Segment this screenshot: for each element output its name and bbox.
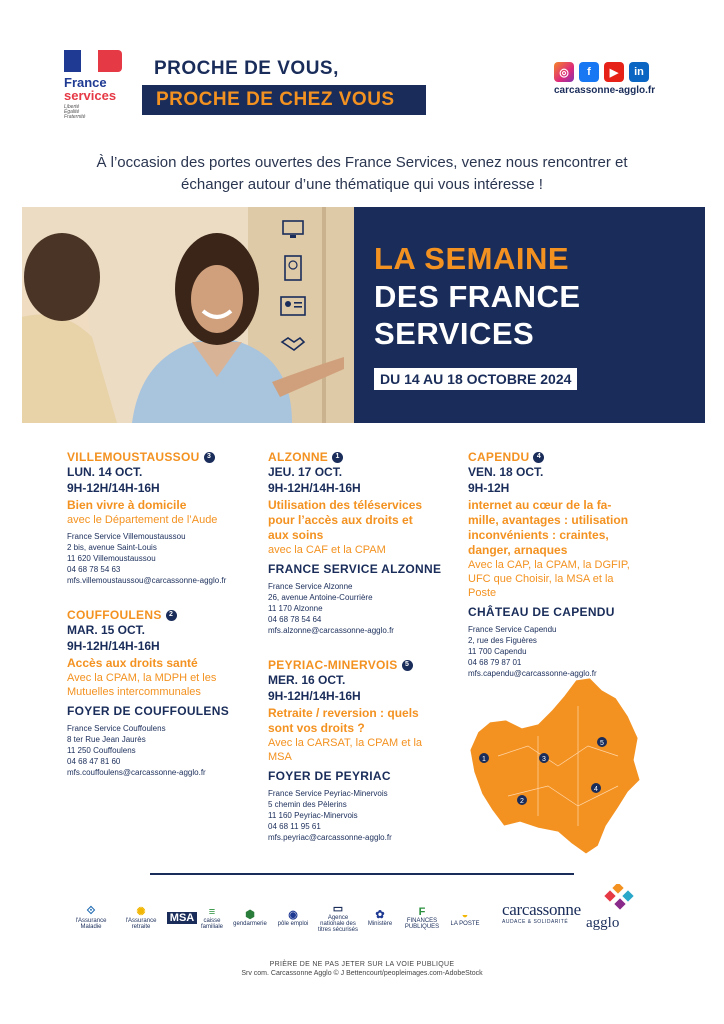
marker-number: 2 xyxy=(166,610,177,621)
svg-text:5: 5 xyxy=(600,740,604,747)
event-address: France Service Villemoustaussou 2 bis, avenue Saint-Louis 11 620 Villemoustaussou 04 68 78 54 63 mfs.villemoustaussou@carcassonne-agglo.fr xyxy=(67,531,253,586)
event-hours: 9H-12H/14H-16H xyxy=(67,481,160,495)
event-venue: CHÂTEAU DE CAPENDU xyxy=(468,605,615,619)
event-venue: FOYER DE PEYRIAC xyxy=(268,769,391,783)
event-address: France Service Alzonne 26, avenue Antoine-Courrière 11 170 Alzonne 04 68 78 54 64 mfs.alzonne@carcassonne-agglo.fr xyxy=(268,581,444,636)
tagline-line2: PROCHE DE CHEZ VOUS xyxy=(142,85,426,115)
passport-icon xyxy=(280,255,306,281)
city-name: VILLEMOUSTAUSSOU xyxy=(67,450,200,464)
event-email[interactable]: mfs.peyriac@carcassonne-agglo.fr xyxy=(268,833,392,842)
event-alzonne xyxy=(268,450,444,636)
partner-logos xyxy=(68,902,480,933)
city-name: CAPENDU xyxy=(468,450,530,464)
map-marker-5 xyxy=(597,737,607,747)
event-day: JEU. 17 OCT. xyxy=(268,465,343,479)
city-name: ALZONNE xyxy=(268,450,329,464)
pole-emploi-logo: ◉ pôle emploi xyxy=(277,909,309,927)
marker-number: 1 xyxy=(332,452,343,463)
event-day: LUN. 14 OCT. xyxy=(67,465,143,479)
map-marker-1 xyxy=(479,753,489,763)
event-address: France Service Couffoulens 8 ter Rue Jean Jaurès 11 250 Couffoulens 04 68 47 81 60 mfs.couffoulens@carcassonne-agglo.fr xyxy=(67,723,253,778)
ministere-logo: ✿ Ministère xyxy=(367,909,393,927)
city-name: PEYRIAC-MINERVOIS xyxy=(268,658,398,672)
tagline-line1: PROCHE DE VOUS, xyxy=(154,58,339,79)
msa-logo: MSA xyxy=(170,912,194,924)
caf-logo: ≡ caisse familiale xyxy=(200,905,223,930)
marker-number: 5 xyxy=(402,660,413,671)
event-email[interactable]: mfs.alzonne@carcassonne-agglo.fr xyxy=(268,626,394,635)
facebook-icon[interactable]: f xyxy=(579,62,599,82)
banner-icons xyxy=(280,217,306,357)
svg-text:1: 1 xyxy=(482,756,486,763)
event-address: France Service Peyriac-Minervois 5 chemin des Pèlerins 11 160 Peyriac-Minervois 04 68 11 95 61 mfs.peyriac@carcassonne-agglo.fr xyxy=(268,788,444,843)
banner-title-lines: DES FRANCE SERVICES xyxy=(374,279,581,351)
handshake-icon xyxy=(280,331,306,357)
svg-text:4: 4 xyxy=(594,786,598,793)
social-links xyxy=(554,62,649,82)
event-day: VEN. 18 OCT. xyxy=(468,465,544,479)
assurance-retraite-logo: ✺ l'Assurance retraite xyxy=(125,906,157,930)
event-partners: avec le Département de l’Aude xyxy=(67,514,218,526)
map-marker-2 xyxy=(517,795,527,805)
footer-credits: Srv com. Carcassonne Agglo © J Bettencourt/peopleimages.com-AdobeStock xyxy=(241,970,483,977)
site-url-link[interactable]: carcassonne-agglo.fr xyxy=(554,85,656,96)
event-partners: avec la CAF et la CPAM xyxy=(268,544,386,556)
instagram-icon[interactable]: ◎ xyxy=(554,62,574,82)
agglo-diamonds-icon xyxy=(604,884,640,912)
svg-text:3: 3 xyxy=(542,756,546,763)
event-couffoulens xyxy=(67,608,253,778)
event-hours: 9H-12H xyxy=(468,481,510,495)
svg-text:2: 2 xyxy=(520,798,524,805)
event-address: France Service Capendu 2, rue des Figuères 11 700 Capendu 04 68 79 87 01 mfs.capendu@carcassonne-agglo.fr xyxy=(468,624,648,679)
agglo-name-2: agglo xyxy=(586,915,620,931)
carcassonne-agglo-logo xyxy=(502,884,632,932)
event-venue: FOYER DE COUFFOULENS xyxy=(67,704,230,718)
id-card-icon xyxy=(280,293,306,319)
event-partners: Avec la CAP, la CPAM, la DGFIP, UFC que Choisir, la MSA et la Poste xyxy=(468,559,630,599)
intro-text: À l’occasion des portes ouvertes des France Services, venez nous rencontrer et échanger autour d’une thématique qui vous intéresse ! xyxy=(96,154,628,193)
gendarmerie-logo: ⬢ gendarmerie xyxy=(233,909,267,927)
map-marker-4 xyxy=(591,783,601,793)
event-day: MAR. 15 OCT. xyxy=(67,623,146,637)
marker-number: 4 xyxy=(533,452,544,463)
finances-publiques-logo: F FINANCES PUBLIQUES xyxy=(404,905,440,930)
event-day: MER. 16 OCT. xyxy=(268,673,346,687)
event-email[interactable]: mfs.couffoulens@carcassonne-agglo.fr xyxy=(67,768,206,777)
event-venue: FRANCE SERVICE ALZONNE xyxy=(268,562,442,576)
events-column-3 xyxy=(468,450,648,689)
assurance-maladie-logo: ⟐ l'Assurance Maladie xyxy=(75,905,107,930)
banner-dates: DU 14 AU 18 OCTOBRE 2024 xyxy=(374,368,577,390)
footer-notice: PRIÈRE DE NE PAS JETER SUR LA VOIE PUBLIQUE xyxy=(269,961,455,968)
events-column-1 xyxy=(67,450,253,788)
events-column-2 xyxy=(268,450,444,853)
city-name: COUFFOULENS xyxy=(67,608,162,622)
agglo-map-shape xyxy=(468,676,648,858)
france-flag-icon xyxy=(64,50,122,72)
divider xyxy=(150,873,574,875)
territory-map xyxy=(468,676,648,858)
event-villemoustaussou xyxy=(67,450,253,586)
event-hours: 9H-12H/14H-16H xyxy=(268,481,361,495)
banner-title-line1: LA SEMAINE xyxy=(374,241,570,276)
event-partners: Avec la CARSAT, la CPAM et la MSA xyxy=(268,737,423,763)
la-poste-logo: ◒ LA POSTE xyxy=(450,908,480,927)
logo-services: services xyxy=(64,88,117,103)
map-marker-3 xyxy=(539,753,549,763)
event-theme: internet au cœur de la fa- mille, avantages : utilisation inconvénients : craintes, danger, arnaques xyxy=(468,498,629,557)
france-services-logo xyxy=(64,50,128,120)
event-theme: Accès aux droits santé xyxy=(67,656,198,670)
event-hours: 9H-12H/14H-16H xyxy=(268,689,361,703)
event-peyriac xyxy=(268,658,444,843)
event-partners: Avec la CPAM, la MDPH et les Mutuelles intercommunales xyxy=(67,672,217,698)
event-hours: 9H-12H/14H-16H xyxy=(67,639,160,653)
logo-motto: Liberté Égalité Fraternité xyxy=(64,104,86,120)
banner xyxy=(22,207,705,423)
event-email[interactable]: mfs.villemoustaussou@carcassonne-agglo.fr xyxy=(67,576,227,585)
event-capendu xyxy=(468,450,648,679)
ants-logo: ▭ Agence nationale des titres sécurisés xyxy=(318,903,359,933)
computer-icon xyxy=(280,217,306,243)
event-theme: Utilisation des téléservices pour l’accès aux droits et aux soins xyxy=(268,498,423,542)
event-theme: Bien vivre à domicile xyxy=(67,498,187,512)
logo-france: France xyxy=(64,75,107,90)
event-email[interactable]: mfs.capendu@carcassonne-agglo.fr xyxy=(468,669,597,678)
event-theme: Retraite / reversion : quels sont vos droits ? xyxy=(268,706,419,735)
marker-number: 3 xyxy=(204,452,215,463)
agglo-name: carcassonne xyxy=(502,900,581,919)
linkedin-icon[interactable]: in xyxy=(629,62,649,82)
agglo-subtitle: AUDACE & SOLIDARITÉ xyxy=(502,919,569,925)
youtube-icon[interactable]: ▶ xyxy=(604,62,624,82)
